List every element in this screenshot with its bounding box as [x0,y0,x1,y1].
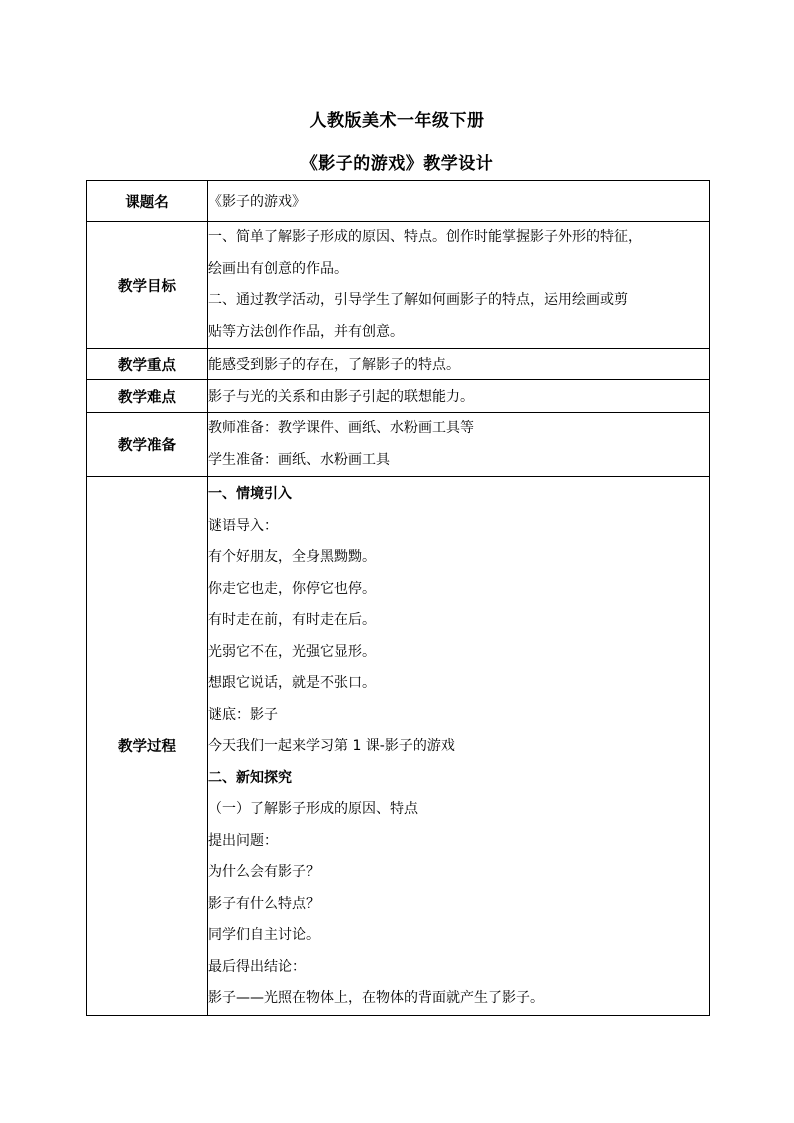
table-row-topic [87,181,710,222]
section-heading: 一、情境引入 [208,486,292,502]
table-row-difficulty [87,380,710,413]
key-point-label: 教学重点 [87,349,208,380]
goals-label: 教学目标 [87,222,208,349]
document-title: 人教版美术一年级下册 [309,111,485,131]
goals-line: 一、简单了解影子形成的原因、特点。创作时能掌握影子外形的特征， [208,229,642,245]
preparation-line: 学生准备：画纸、水粉画工具 [208,451,390,468]
process-line: 提出问题： [208,832,278,849]
process-line: 今天我们一起来学习第 1 课-影子的游戏 [208,738,455,754]
process-line: 有时走在前，有时走在后。 [208,612,376,628]
lesson-plan-table [86,180,710,1016]
process-label: 教学过程 [87,477,208,1016]
goals-line: 绘画出有创意的作品。 [208,260,348,277]
process-line: 你走它也走，你停它也停。 [208,580,376,597]
table-row-preparation [87,413,710,477]
table-row-goals [87,222,710,349]
process-line: 最后得出结论： [208,958,306,975]
process-line: （一）了解影子形成的原因、特点 [208,801,418,817]
process-line: 光弱它不在，光强它显形。 [208,643,376,660]
preparation-label: 教学准备 [87,413,208,477]
process-line: 为什么会有影子？ [208,864,320,880]
preparation-content [208,413,710,477]
table-row-process [87,477,710,1016]
topic-value: 《影子的游戏》 [208,181,710,222]
process-line: 有个好朋友，全身黑黝黝。 [208,549,376,565]
key-point-value: 能感受到影子的存在，了解影子的特点。 [208,349,710,380]
process-line: 同学们自主讨论。 [208,927,320,943]
topic-label: 课题名 [87,181,208,222]
process-line: 影子有什么特点？ [208,895,320,912]
process-line: 想跟它说话，就是不张口。 [208,675,376,691]
process-line: 影子——光照在物体上，在物体的背面就产生了影子。 [208,990,544,1006]
process-line: 谜语导入： [208,517,278,534]
section-heading: 二、新知探究 [208,769,292,786]
table-row-key-point [87,349,710,380]
document-subtitle: 《影子的游戏》教学设计 [300,154,494,174]
process-line: 谜底：影子 [208,706,278,723]
goals-content [208,222,710,349]
difficulty-label: 教学难点 [87,380,208,413]
difficulty-value: 影子与光的关系和由影子引起的联想能力。 [208,380,710,413]
goals-line: 贴等方法创作作品，并有创意。 [208,323,404,340]
preparation-line: 教师准备：教学课件、画纸、水粉画工具等 [208,420,474,436]
goals-line: 二、通过教学活动，引导学生了解如何画影子的特点，运用绘画或剪 [208,292,628,308]
process-content [208,477,710,1016]
